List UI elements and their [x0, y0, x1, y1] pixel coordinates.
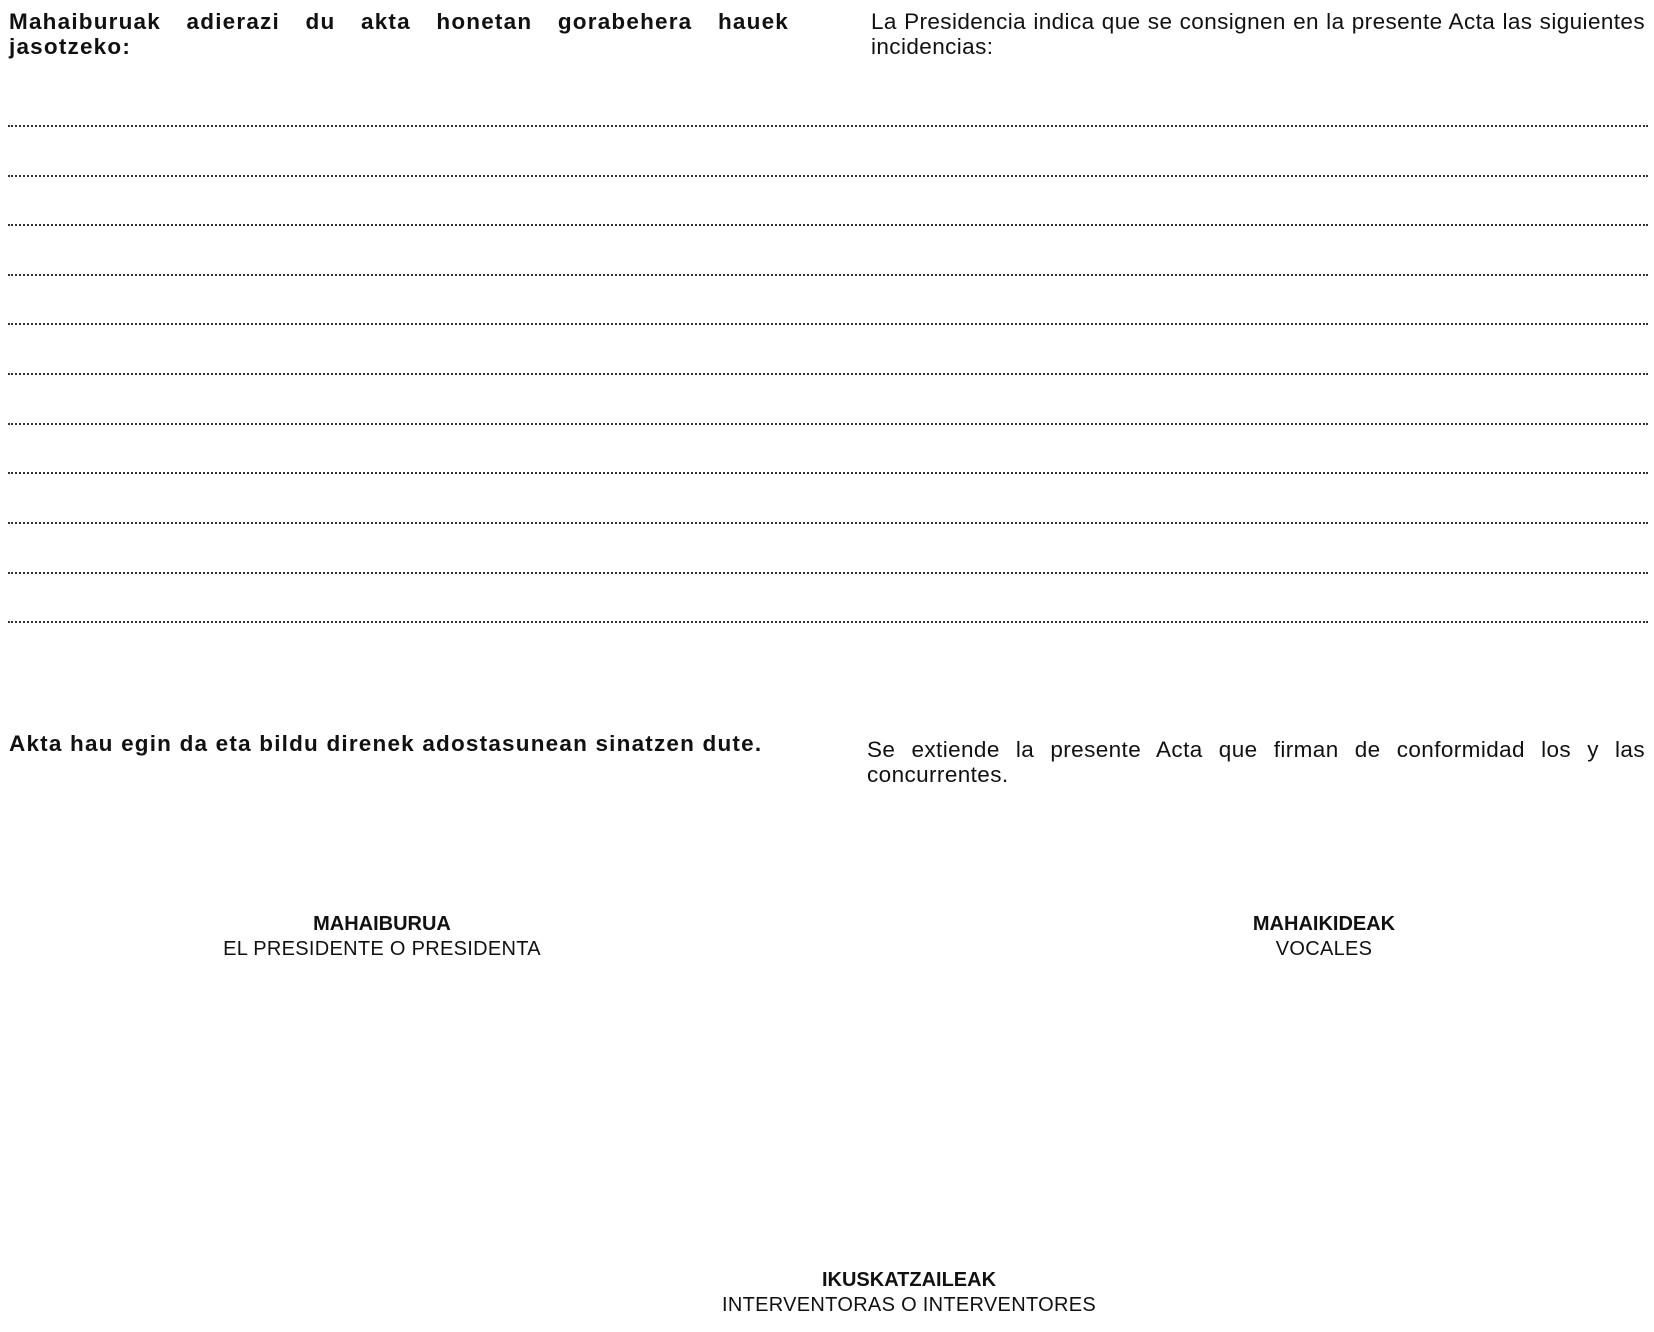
incident-line[interactable]: [8, 621, 1648, 623]
incident-line[interactable]: [8, 522, 1648, 524]
signature-role-basque: MAHAIKIDEAK: [1252, 913, 1396, 935]
signature-block-vocales: [1124, 912, 1524, 962]
incident-line[interactable]: [8, 423, 1648, 425]
signature-role-spanish: INTERVENTORAS O INTERVENTORES: [722, 1294, 1096, 1316]
incident-line[interactable]: [8, 323, 1648, 325]
incidents-heading-spanish: La Presidencia indica que se consignen en la presente Acta las siguientes incidencias:: [871, 9, 1645, 59]
closing-statement-basque: Akta hau egin da eta bildu direnek adostasunean sinatzen dute.: [9, 731, 763, 756]
incident-line[interactable]: [8, 224, 1648, 226]
incident-line[interactable]: [8, 125, 1648, 127]
incident-line[interactable]: [8, 373, 1648, 375]
signature-role-spanish: VOCALES: [1275, 938, 1373, 960]
signature-block-president: [182, 912, 582, 962]
incident-line[interactable]: [8, 274, 1648, 276]
closing-statement-spanish: Se extiende la presente Acta que firman de conformidad los y las concurrentes.: [867, 737, 1645, 787]
incident-line[interactable]: [8, 572, 1648, 574]
signature-block-interventores: [659, 1268, 1159, 1318]
incident-line[interactable]: [8, 472, 1648, 474]
incidents-heading-basque: Mahaiburuak adierazi du akta honetan gorabehera hauek jasotzeko:: [9, 9, 789, 59]
signature-role-spanish: EL PRESIDENTE O PRESIDENTA: [223, 938, 541, 960]
incident-line[interactable]: [8, 175, 1648, 177]
signature-role-basque: MAHAIBURUA: [313, 913, 451, 935]
signature-role-basque: IKUSKATZAILEAK: [821, 1269, 997, 1291]
